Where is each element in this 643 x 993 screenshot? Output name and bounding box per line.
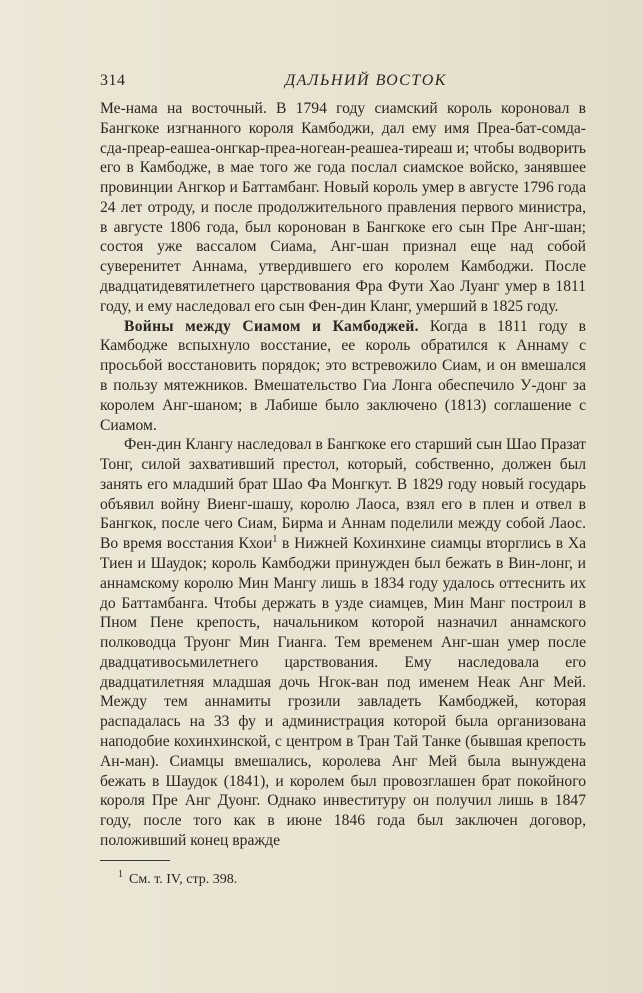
paragraph-3-text-a: Фен-дин Клангу наследовал в Бангкоке его старший сын Шао Празат Тонг, силой захвативший престол, который, собственно, должен был занять его младший брат Шао Фа Монгкут. В 1829 году новый государь объявил войну Виенг-шашу, королю Лаоса, взял его в плен и отвел в Бангкок, после чего Сиам, Бирма и Аннам поделили между собой Лаос. Во время восстания Кхои xyxy=(100,436,586,553)
paragraph-3 xyxy=(100,435,586,850)
running-title: ДАЛЬНИЙ ВОСТОК xyxy=(285,72,447,89)
footnote xyxy=(118,871,237,889)
footnote-reference: 1 xyxy=(272,534,278,545)
section-heading: Войны между Сиамом и Камбоджей. xyxy=(124,317,419,335)
footnote-mark: 1 xyxy=(118,869,123,881)
paragraph-2 xyxy=(100,317,586,436)
paragraph-1: Ме-нама на восточный. В 1794 году сиамский король короновал в Бангкоке изгнанного короля Камбоджи, дал ему имя Преа-бат-сомда-сда-преар-еашеа-онгкар-преа-ногеан-реашеа-тиреаш и; чтобы водворить его в Камбодже, в мае того же года послал сиамское войско, занявшее провинции Ангкор и Баттамбанг. Новый король умер в августе 1796 года 24 лет отроду, и после продолжительного правления первого министра, в августе 1806 года, был коронован в Бангкоке его сын Пре Анг-шан; состоя уже вассалом Сиама, Анг-шан признал еще над собой суверенитет Аннама, утвердившего его королем Камбоджи. После двадцатидевятилетнего царствования Фра Фути Хао Луанг умер в 1811 году, и ему наследовал его сын Фен-дин Кланг, умерший в 1825 году. xyxy=(100,100,586,315)
footnote-text: См. т. IV, стр. 398. xyxy=(129,872,238,887)
paragraph-2-text: Когда в 1811 году в Камбодже вспыхнуло восстание, ее король обратился к Аннаму с просьбой восстановить порядок; это встревожило Сиам, и он вмешался в пользу мятежников. Вмешательство Гиа Лонга обеспечило У-донг за королем Анг-шаном; в Лабише было заключено (1813) соглашение с Сиамом. xyxy=(100,317,586,434)
page-number: 314 xyxy=(100,72,126,89)
paragraph-3-text-b: в Нижней Кохинхине сиамцы вторглись в Ха Тиен и Шаудок; король Камбоджи принужден был бежать в Вин-лонг, и аннамскому королю Мин Мангу лишь в 1834 году удалось оттеснить их до Баттамбанга. Чтобы держать в узде сиамцев, Мин Манг построил в Пном Пене крепость, начальником которой назначил аннамского полководца Труонг Мин Гианга. Тем временем Анг-шан умер после двадцативосьмилетнего царствования. Ему наследовала его двадцатилетняя младшая дочь Нгок-ван под именем Неак Анг Мей. Между тем аннамиты грозили завладеть Камбоджей, которая распадалась на 33 фу и администрация которой была организована наподобие кохинхинской, с центром в Тран Тай Танке (бывшая крепость Ан-ман). Сиамцы вмешались, королева Анг Мей была вынуждена бежать в Шаудок (1841), и королем был провозглашен брат покойного короля Пре Анг Дуонг. Однако инвеституру он получил лишь в 1847 году, после того как в июне 1846 года был заключен договор, положивший конец вражде xyxy=(100,535,587,849)
main-text xyxy=(100,99,586,851)
running-head xyxy=(100,72,586,92)
footnote-divider xyxy=(100,860,170,861)
